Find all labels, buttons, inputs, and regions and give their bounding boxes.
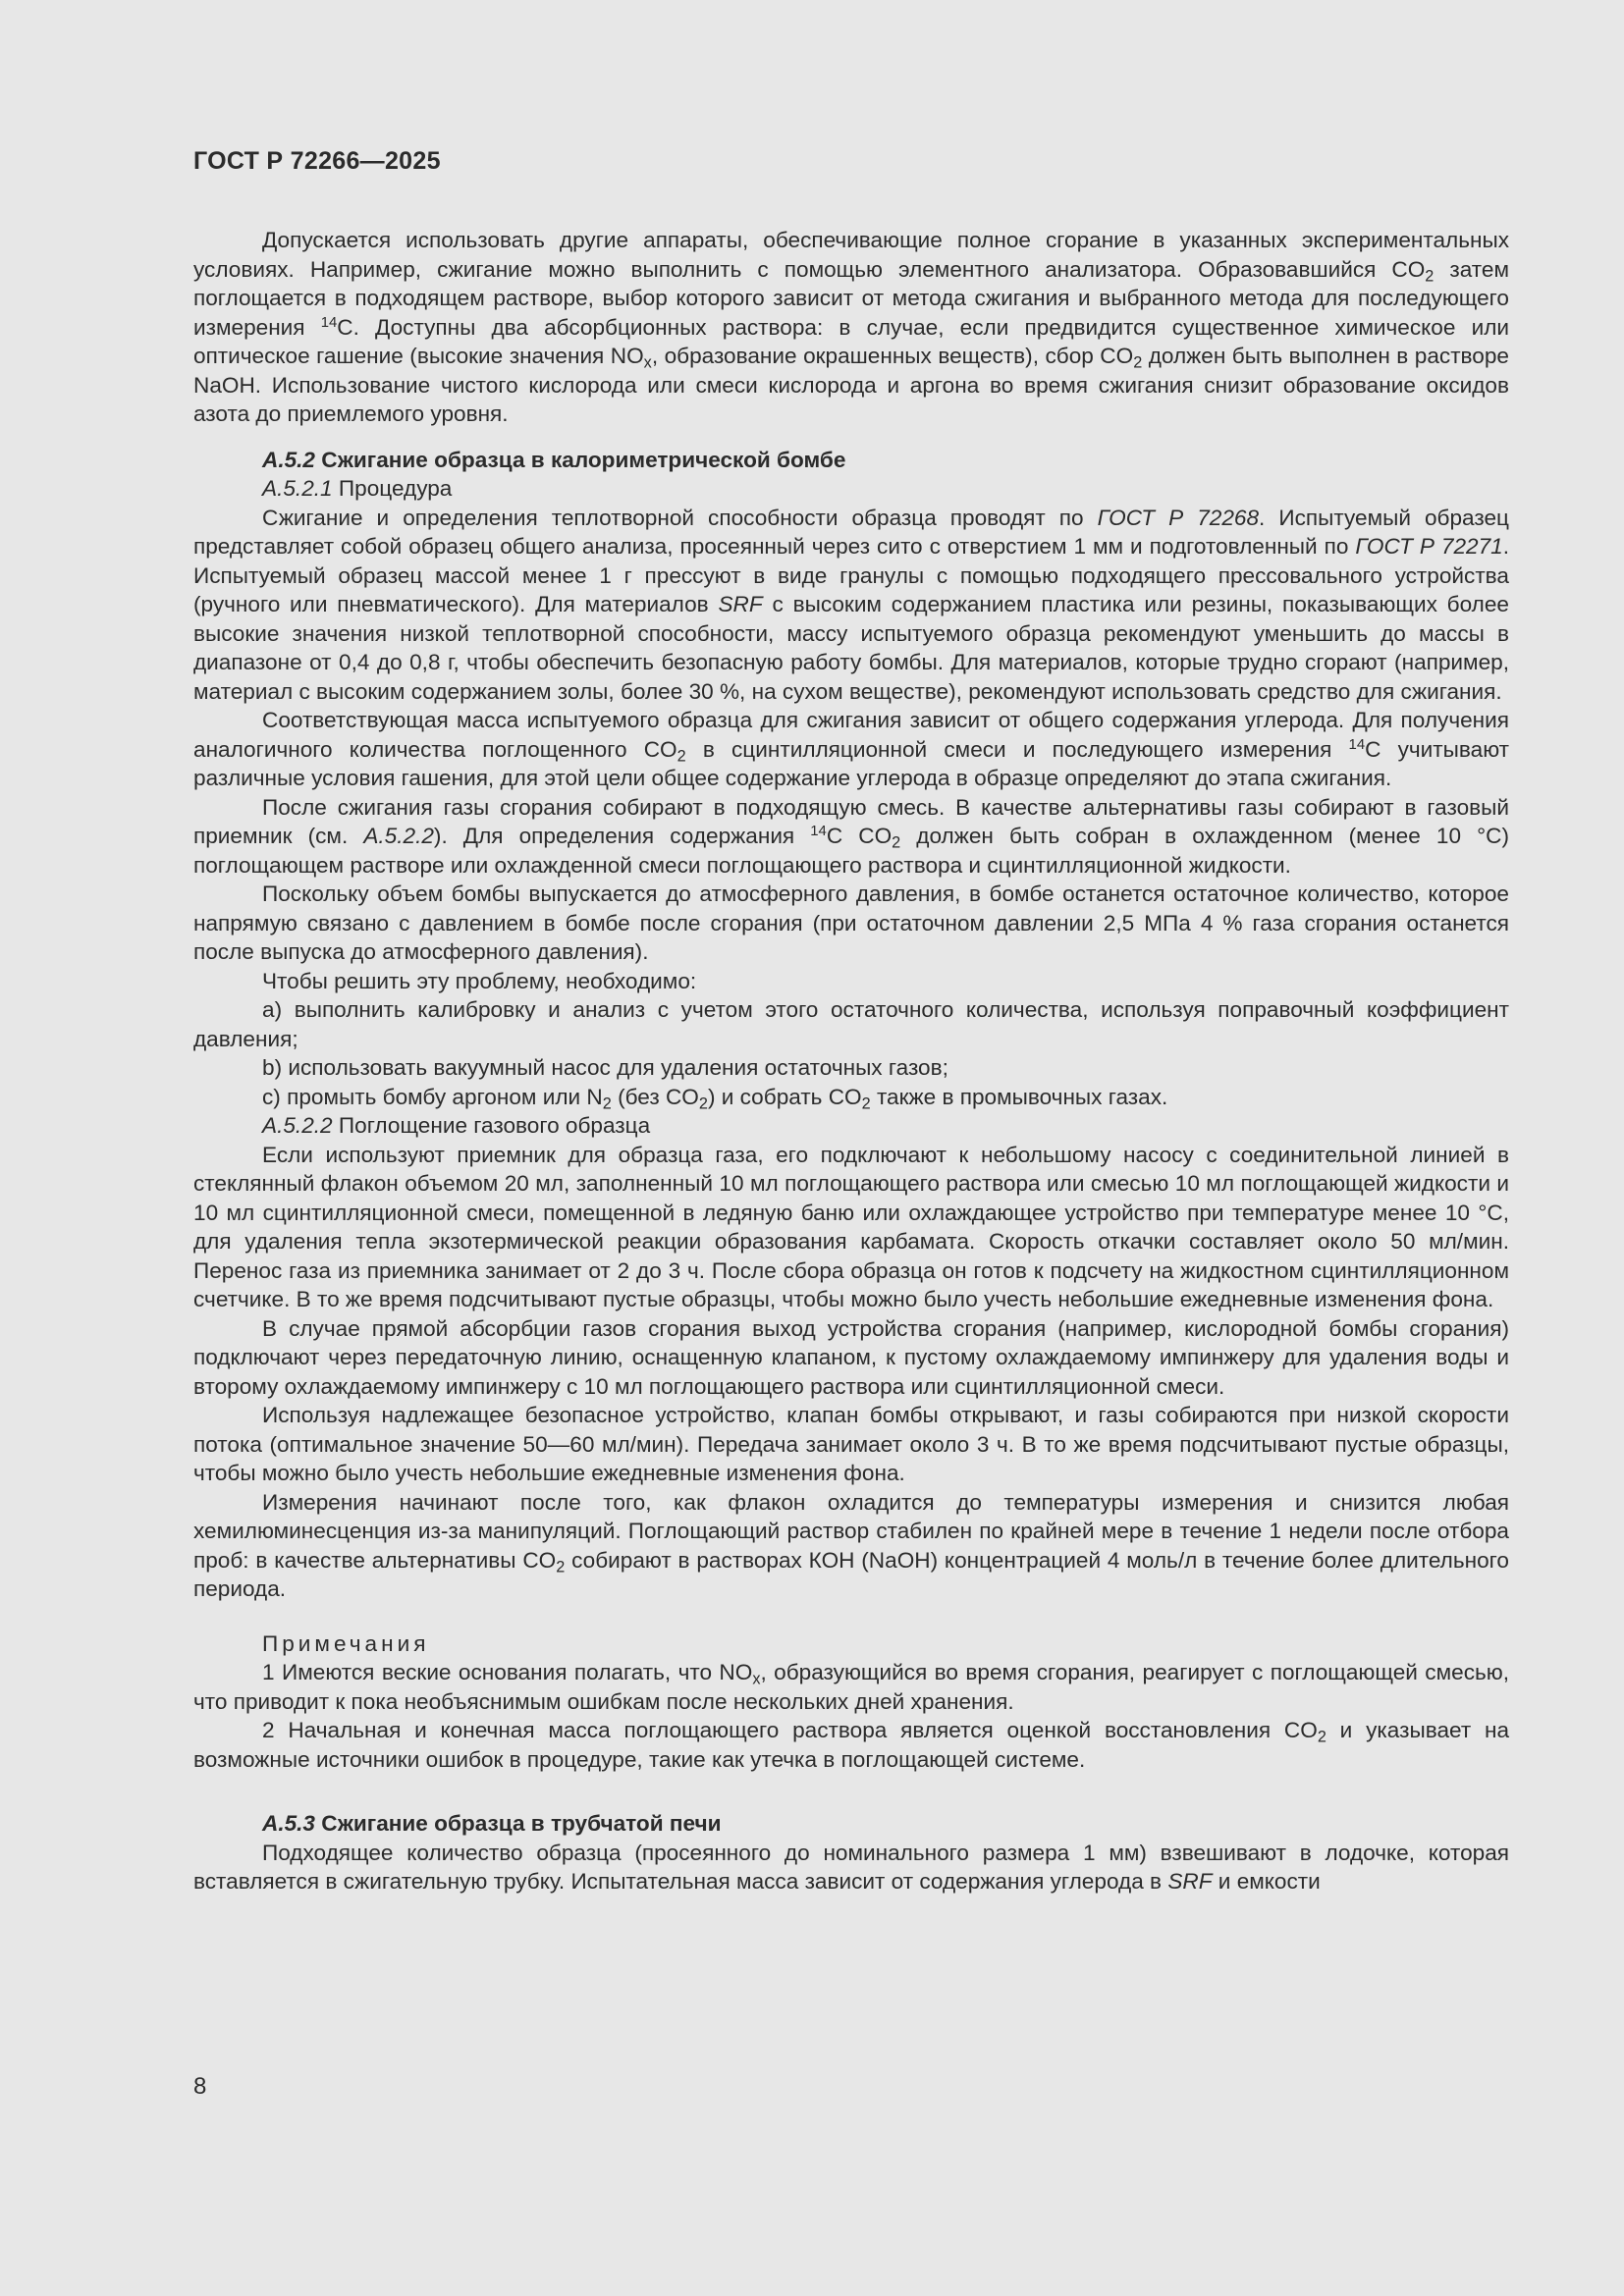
note-1: 1 Имеются веские основания полагать, что $NO_x$, образующийся во время сгорания, реагирует с поглощающей смесью, что приводит к пока необъяснимым ошибкам после нескольких дней хранения. — [193, 1660, 1509, 1714]
subsection-heading-a522: А.5.2.2 Поглощение газового образца — [262, 1113, 651, 1138]
paragraph-a53-1: Подходящее количество образца (просеянного до номинального размера 1 мм) взвешивают в лодочке, которая вставляется в сжигательную трубку. Испытательная масса зависит от содержания углерода в SRF и емкости — [193, 1840, 1509, 1894]
list-item-c: c) промыть бомбу аргоном или $N_2$ (без $CO_2$) и собрать $CO_2$ также в промывочных газах. — [262, 1084, 1168, 1113]
page-number: 8 — [193, 2073, 207, 2100]
paragraph-a522-4: Измерения начинают после того, как флакон охладится до температуры измерения и снизится любая хемилюминесценция из-за манипуляций. Поглощающий раствор стабилен по крайней мере в течение 1 недели после отбора проб: в качестве альтернативы $CO_2$ собирают в растворах КОН (NaOH) концентрацией 4 моль/л в течение более длительного периода. — [193, 1489, 1509, 1601]
paragraph-a522-2: В случае прямой абсорбции газов сгорания выход устройства сгорания (например, кислородной бомбы сгорания) подключают через передаточную линию, оснащенную клапаном, к пустому охлаждаемому импинжеру для удаления воды и второму охлаждаемому импинжеру с 10 мл поглощающего раствора или сцинтилляционной смеси. — [193, 1315, 1509, 1399]
list-item-a: a) выполнить калибровку и анализ с учетом этого остаточного количества, используя поправочный коэффициент давления; — [193, 997, 1509, 1051]
paragraph-a521-2: Соответствующая масса испытуемого образца для сжигания зависит от общего содержания углерода. Для получения аналогичного количества поглощенного $CO_2$ в сцинтилляционной смеси и последующего измерения $^{14}$C учитывают различные условия гашения, для этой цели общее содержание углерода в образце определяют до этапа сжигания. — [193, 708, 1510, 790]
paragraph-a521-1: Сжигание и определения теплотворной способности образца проводят по ГОСТ Р 72268. Испытуемый образец представляет собой образец общего анализа, просеянный через сито с отверстием 1 мм и подготовленный по ГОСТ Р 72271. Испытуемый образец массой менее 1 г прессуют в виде гранулы с помощью подходящего пресcовального устройства (ручного или пневматического). Для материалов SRF с высоким содержанием пластика или резины, показывающих более высокие значения низкой теплотворной способности, массу испытуемого образца рекомендуют уменьшить до массы в диапазоне от 0,4 до 0,8 г, чтобы обеспечить безопасную работу бомбы. Для материалов, которые трудно сгорают (например, материал с высоким содержанием золы, более 30 %, на сухом веществе), рекомендуют использовать средство для сжигания. — [193, 505, 1509, 704]
paragraph-a522-3: Используя надлежащее безопасное устройство, клапан бомбы открывают, и газы собираются при низкой скорости потока (оптимальное значение 50—60 мл/мин). Передача занимает около 3 ч. В то же время подсчитывают пустые образцы, чтобы можно было учесть небольшие ежедневные изменения фона. — [193, 1403, 1509, 1485]
paragraph-a522-1: Если используют приемник для образца газа, его подключают к небольшому насосу с соединительной линией в стеклянный флакон объемом 20 мл, заполненный 10 мл поглощающего раствора или смесью 10 мл поглощающей жидкости и 10 мл сцинтилляционной смеси, помещенной в ледяную баню или охлаждающее устройство при температуре менее 10 °С, для удаления тепла экзотермической реакции образования карбамата. Скорость откачки составляет около 50 мл/мин. Перенос газа из приемника занимает от 2 до 3 ч. После сбора образца он готов к подсчету на жидкостном сцинтилляционном счетчике. В то же время подсчитывают пустые образцы, чтобы можно было учесть небольшие ежедневные изменения фона. — [193, 1142, 1509, 1311]
paragraph-a521-5: Чтобы решить эту проблему, необходимо: — [262, 968, 697, 993]
note-2: 2 Начальная и конечная масса поглощающего раствора является оценкой восстановления $CO_2$ и указывает на возможные источники ошибок в процедуре, такие как утечка в поглощающей системе. — [193, 1718, 1510, 1772]
paragraph-a521-3: После сжигания газы сгорания собирают в подходящую смесь. В качестве альтернативы газы собирают в газовый приемник (см. А.5.2.2). Для определения содержания $^{14}$C $CO_2$ должен быть собран в охлажденном (менее 10 °С) поглощающем растворе или охлажденной смеси поглощающего раствора и сцинтилляционной жидкости. — [193, 794, 1509, 878]
paragraph-a521-4: Поскольку объем бомбы выпускается до атмосферного давления, в бомбе останется остаточное количество, которое напрямую связано с давлением в бомбе после сгорания (при остаточном давлении 2,5 МПа 4 % газа сгорания останется после выпуска до атмосферного давления). — [193, 881, 1509, 964]
document-body — [193, 226, 1509, 1896]
section-heading-a52: А.5.2 Сжигание образца в калориметрической бомбе — [262, 447, 846, 472]
notes-heading: Примечания — [262, 1630, 430, 1656]
paragraph-intro: Допускается использовать другие аппараты, обеспечивающие полное сгорание в указанных экспериментальных условиях. Например, сжигание можно выполнить с помощью элементного анализатора. Образовавшийся $CO_2$ затем поглощается в подходящем растворе, выбор которого зависит от метода сжигания и выбранного метода для последующего измерения $^{14}$C. Доступны два абсорбционных раствора: в случае, если предвидится существенное химическое или оптическое гашение (высокие значения $NO_x$, образование окрашенных веществ), сбор $CO_2$ должен быть выполнен в растворе NaOH. Использование чистого кислорода или смеси кислорода и аргона во время сжигания снизит образование оксидов азота до приемлемого уровня. — [193, 228, 1509, 426]
document-header: ГОСТ Р 72266—2025 — [193, 147, 441, 175]
list-item-b: b) использовать вакуумный насос для удаления остаточных газов; — [262, 1055, 948, 1080]
section-heading-a53: А.5.3 Сжигание образца в трубчатой печи — [262, 1811, 722, 1836]
subsection-heading-a521: А.5.2.1 Процедура — [262, 476, 453, 501]
